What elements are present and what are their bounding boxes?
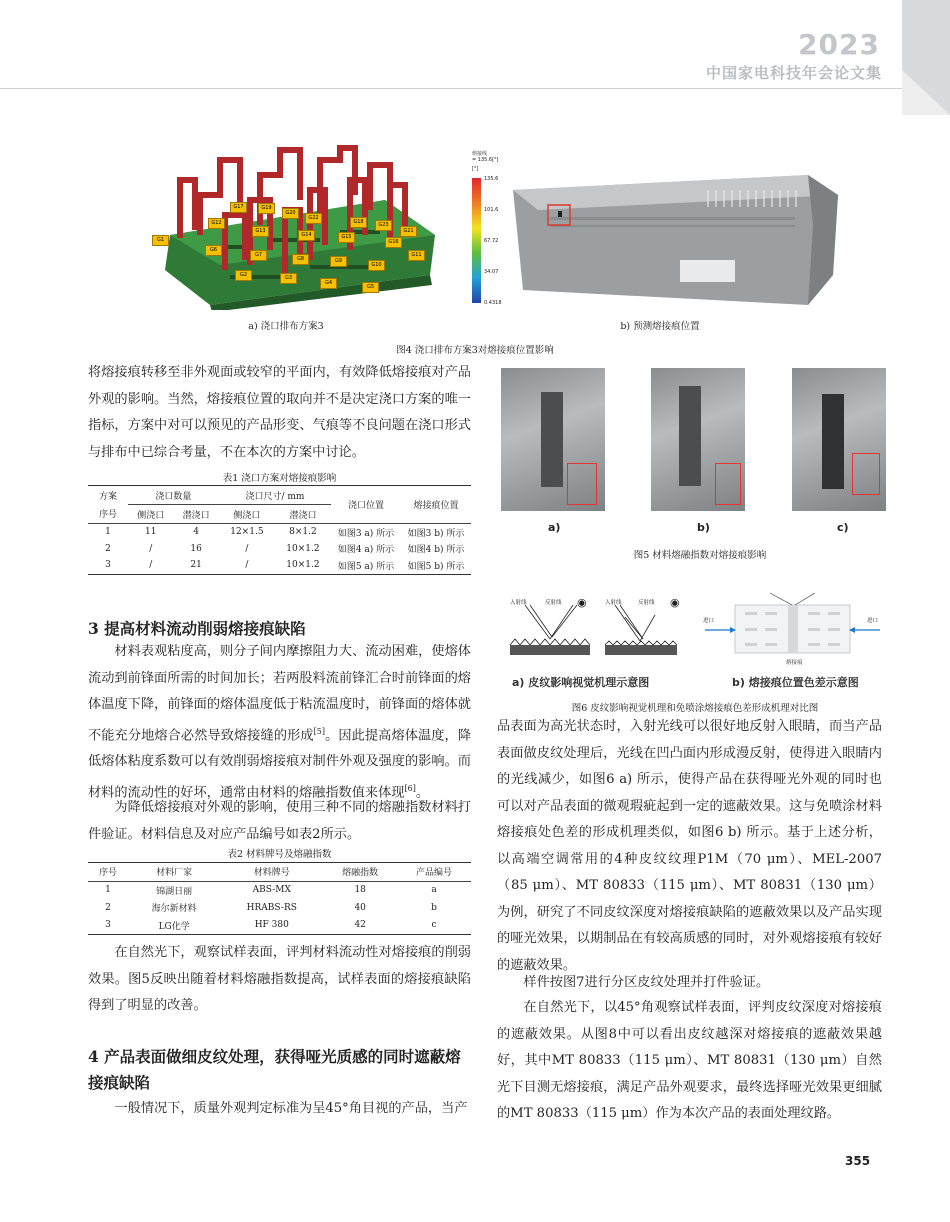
legend-tick: 135.6 [484, 176, 499, 182]
table-cell: / [128, 557, 173, 574]
table-cell: 10×1.2 [275, 557, 331, 574]
legend-title: 熔接线 [472, 151, 488, 157]
table-cell: 如图4 a) 所示 [337, 545, 395, 556]
table1-header-seq: 序号 [88, 505, 128, 524]
gate-label: G4 [320, 278, 337, 289]
gate-label: G12 [208, 218, 225, 229]
figure5-caption: 图5 材料熔融指数对熔接痕影响 [633, 550, 767, 561]
page-corner-fold [902, 70, 950, 115]
table1-header-gate-pos: 浇口位置 [331, 486, 401, 524]
gate-label: G23 [375, 220, 392, 231]
table-cell: 12×1.5 [230, 527, 264, 538]
table-cell: 11 [144, 527, 157, 538]
table1-header-gate-count: 浇口数量 [128, 486, 219, 505]
left-paragraph-2a: 材料表观粘度高，则分子间内摩擦阻力大、流动困难，使熔体流动到前锋面所需的时间加长；若两股料流前锋汇合时前锋面的熔体温度下降，前锋面的熔体温度低于粘流温度时，前锋面的熔体就不能充分地熔合必然导致熔接缝的形成 [88, 644, 471, 743]
figure6-right-diagram [700, 590, 885, 668]
section3-heading: 3 提高材料流动削弱熔接痕缺陷 [88, 619, 306, 638]
table-cell: 3 [88, 917, 128, 935]
legend-tick: 67.72 [484, 238, 499, 244]
gate-label: G7 [250, 250, 267, 261]
table-cell: 如图5 a) 所示 [331, 557, 401, 574]
table-cell: 如图3 a) 所示 [337, 528, 395, 539]
gate-label: G17 [230, 202, 247, 213]
gate-label: G8 [292, 254, 309, 265]
left-paragraph-4: 在自然光下，观察试样表面，评判材料流动性对熔接痕的削弱效果。图5反映出随着材料熔融指数提高，试样表面的熔接痕缺陷得到了明显的改善。 [88, 945, 471, 1013]
header-year: 2023 [798, 28, 880, 61]
table-cell: b [431, 902, 437, 913]
gate-label: G14 [298, 230, 315, 241]
table2-header: 熔融指数 [323, 863, 397, 882]
table2-header: 材料牌号 [220, 863, 323, 882]
table-cell: 10×1.2 [286, 543, 320, 554]
gate-label: G3 [280, 273, 297, 284]
figure5-label-c: c) [837, 521, 849, 534]
figure6-left-title: a) 皮纹影响视觉机理示意图 [512, 676, 650, 689]
table-cell: HF 380 [220, 917, 323, 935]
right-paragraph-1: 品表面为高光状态时，入射光线可以很好地反射入眼睛，而当产品表面做皮纹处理后，光线在凹凸面内形成漫反射，使得进入眼睛内的光线减少，如图6 a) 所示，使得产品在获得哑光外观的同时也可以对产品表面的微观瑕疵起到一定的遮蔽效果。这与免喷涂材料熔接痕处色差的形成机理类似，如图6 b) 所示。基于上述分析，以高端空调常用的4种皮纹纹理P1M（70 μm）、MEL-2007（85 μm）、MT 80833（115 μm）、MT 80831（130 μm）为例，研究了不同皮纹深度对熔接痕缺陷的遮蔽效果以及产品实现的哑光效果，以期制品在有较高质感的同时，对外观熔接痕有较好的遮蔽效果。 [497, 719, 882, 973]
gate-label: G6 [205, 245, 222, 256]
table-cell: / [245, 543, 249, 554]
figure4a-label: a) 浇口排布方案3 [248, 321, 324, 332]
eye-icon: ◉ [577, 596, 587, 609]
weld-label: 熔接痕 [786, 660, 803, 666]
legend-tick: 101.6 [484, 207, 499, 213]
figure5-photo-a [501, 368, 605, 511]
table-cell: / [219, 557, 275, 574]
table1-header-gate-size: 浇口尺寸/ mm [219, 486, 331, 505]
figure4 [140, 140, 840, 340]
gate-label: G1 [152, 235, 169, 246]
table-cell: 3 [88, 557, 128, 574]
table2-header: 序号 [88, 863, 128, 882]
table-cell: 8×1.2 [289, 527, 317, 538]
right-paragraph-3: 在自然光下，以45°角观察试样表面，评判皮纹深度对熔接痕的遮蔽效果。从图8中可以看出皮纹越深对熔接痕的遮蔽效果越好，其中MT 80833（115 μm）、MT 80831（130 μm）自然光下目测无熔接痕，满足产品外观要求，最终选择哑光效果更细腻的MT 80833（115 μm）作为本次产品的表面处理纹路。 [497, 1000, 882, 1121]
gate-label: G10 [368, 260, 385, 271]
left-paragraph-3: 为降低熔接痕对外观的影响，使用三种不同的熔融指数材料打件验证。材料信息及对应产品编号如表2所示。 [88, 800, 471, 842]
table-cell: / [149, 543, 153, 554]
right-paragraph-2: 样件按图7进行分区皮纹处理并打件验证。 [523, 975, 770, 990]
gate-label: G20 [282, 208, 299, 219]
inlet-label: 进口 [703, 618, 715, 624]
legend-tick: 0.4318 [484, 300, 502, 306]
reference-5: [5] [313, 726, 325, 736]
header-divider [0, 88, 902, 89]
gate-label: G9 [330, 256, 347, 267]
table-cell: 海尔新材料 [151, 904, 197, 915]
incident-label: 入射线 [510, 600, 527, 606]
header-subtitle: 中国家电科技年会论文集 [705, 64, 882, 82]
reflect-label: 反射线 [638, 600, 655, 606]
table-row [88, 881, 471, 899]
table-row [88, 899, 471, 917]
table-row [88, 917, 471, 935]
eye-icon: ◉ [670, 596, 680, 609]
table-cell: 42 [323, 917, 397, 935]
table-cell: 如图5 b) 所示 [401, 557, 471, 574]
table2-header: 产品编号 [397, 863, 471, 882]
table2-title: 表2 材料牌号及熔融指数 [227, 849, 332, 860]
table-row [88, 524, 471, 541]
left-paragraph-2b: 。因此提高熔体温度，降低熔体粘度系数可以有效削弱熔接痕对制件外观及强度的影响。而材料的流动性的好坏，通常由材料的熔融指数值来体现 [88, 727, 472, 801]
gate-label: G18 [350, 217, 367, 228]
table-cell: 如图4 b) 所示 [407, 545, 465, 556]
table1-header-side: 侧浇口 [128, 505, 173, 524]
figure4b-weld-prediction-image [508, 165, 843, 315]
table1-header-side: 侧浇口 [219, 505, 275, 524]
left-paragraph-2 [88, 639, 471, 807]
legend-subtitle: = 135.6[°] [472, 157, 499, 163]
table-row [88, 557, 471, 574]
figure5-label-a: a) [548, 521, 561, 534]
left-paragraph-2c: 。 [415, 785, 430, 801]
gate-label: G15 [338, 232, 355, 243]
table-cell: 1 [105, 527, 111, 538]
figure5-photo-b [651, 368, 745, 511]
gate-label: G22 [305, 213, 322, 224]
gate-label: G19 [258, 203, 275, 214]
table2 [88, 862, 471, 935]
figure4b-label: b) 预测熔接痕位置 [620, 321, 700, 332]
table-cell: 1 [105, 885, 111, 896]
table1-title: 表1 浇口方案对熔接痕影响 [222, 473, 337, 484]
left-paragraph-5: 一般情况下，质量外观判定标准为呈45°角目视的产品，当产 [114, 1101, 468, 1116]
reflect-label: 反射线 [545, 600, 562, 606]
figure4-caption: 图4 浇口排布方案3对熔接痕位置影响 [396, 345, 554, 356]
table-cell: a [431, 885, 437, 896]
table-cell: 40 [354, 902, 366, 913]
table-cell: LG化学 [128, 917, 220, 935]
table1 [88, 485, 471, 575]
legend-colorbar [472, 178, 481, 303]
figure5-photo-c [792, 368, 886, 511]
table-cell: 如图3 b) 所示 [407, 528, 465, 539]
table-cell: 16 [190, 543, 202, 554]
left-paragraph-1: 将熔接痕转移至非外观面或较窄的平面内，有效降低熔接痕对产品外观的影响。当然，熔接痕位置的取向并不是决定浇口方案的唯一指标，方案中对可以预见的产品形变、气痕等不良问题在浇口形式与排布中已综合考量，不在本次的方案中讨论。 [88, 365, 471, 460]
table-row [88, 541, 471, 558]
table-cell: ABS-MX [252, 885, 291, 896]
figure4a-gate-layout-image [150, 140, 450, 310]
table-cell: 2 [105, 902, 111, 913]
legend-tick: 34.07 [484, 269, 499, 275]
table-cell: 18 [354, 885, 366, 896]
page-number: 355 [845, 1154, 871, 1168]
reference-6: [6] [404, 783, 416, 793]
gate-label: G16 [385, 237, 402, 248]
table-cell: 21 [173, 557, 218, 574]
figure6-caption: 图6 皮纹影响视觉机理和免喷涂熔接痕色差形成机理对比图 [571, 703, 819, 714]
table-cell: 锦湖日丽 [156, 886, 193, 897]
gate-label: G13 [252, 226, 269, 237]
gate-label: G5 [362, 282, 379, 293]
gate-label: G11 [408, 250, 425, 261]
legend-unit: [°] [472, 166, 479, 172]
figure5-label-b: b) [697, 521, 710, 534]
table2-header: 材料厂家 [128, 863, 220, 882]
gate-label: G2 [235, 270, 252, 281]
inlet-label: 进口 [867, 618, 879, 624]
table1-header-scheme: 方案 [88, 486, 128, 505]
gate-label: G21 [400, 226, 417, 237]
table-cell: 4 [193, 527, 200, 538]
table-cell: HRABS-RS [246, 902, 297, 913]
table-cell: c [397, 917, 471, 935]
figure6-right-title: b) 熔接痕位置色差示意图 [732, 676, 859, 689]
table1-header-weld-pos: 熔接痕位置 [401, 486, 471, 524]
table-cell: 2 [105, 543, 111, 554]
table1-header-sub: 潜浇口 [173, 505, 218, 524]
table1-header-sub: 潜浇口 [275, 505, 331, 524]
section4-heading: 4 产品表面做细皮纹处理，获得哑光质感的同时遮蔽熔接痕缺陷 [88, 1047, 461, 1092]
incident-label: 入射线 [605, 600, 622, 606]
